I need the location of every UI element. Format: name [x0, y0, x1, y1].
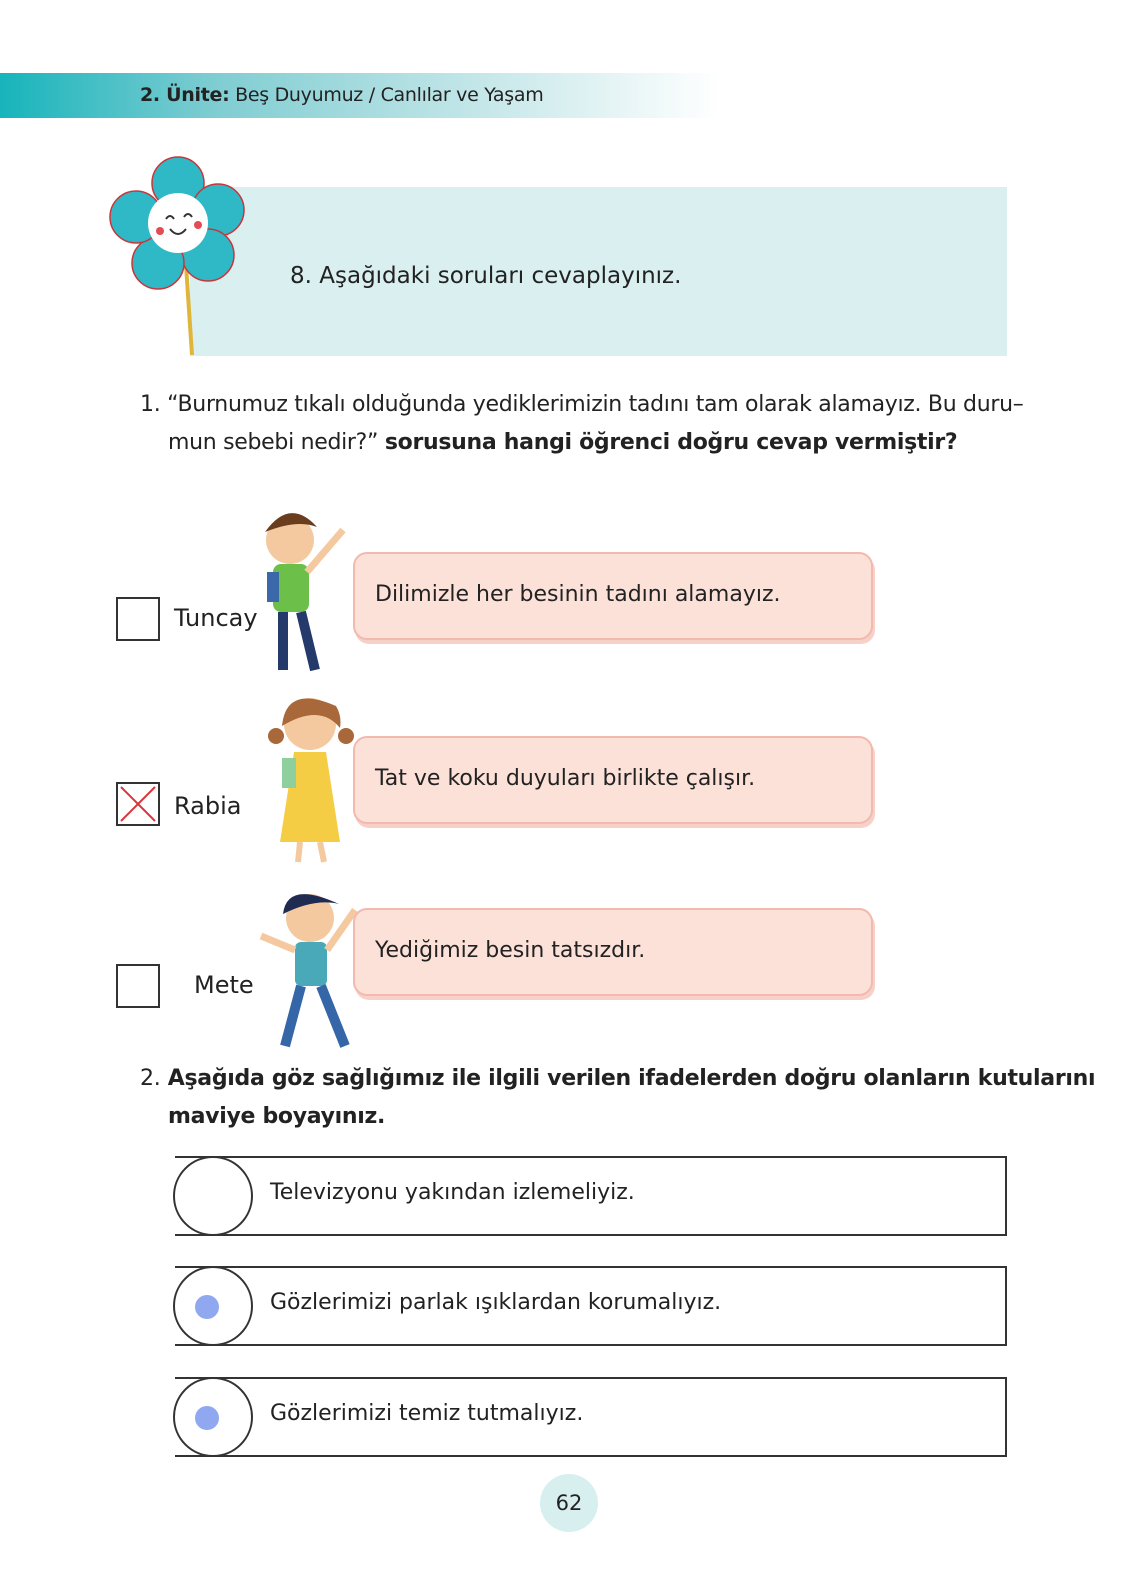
- question1-bold: sorusuna hangi öğrenci doğru cevap vermiştir?: [384, 430, 958, 455]
- blue-mark-icon: [195, 1295, 219, 1319]
- question1-plain: mun sebebi nedir?”: [168, 430, 379, 455]
- statement-box-3[interactable]: [175, 1377, 1007, 1457]
- page-number: 62: [540, 1474, 598, 1532]
- question1-number: 1.: [140, 392, 161, 417]
- speech-bubble-mete: [353, 908, 873, 996]
- statement-3: Gözlerimizi temiz tutmalıyız.: [270, 1401, 584, 1426]
- unit-header: [140, 84, 543, 106]
- answer-mete: Yediğimiz besin tatsızdır.: [375, 938, 646, 963]
- flower-icon: [108, 155, 253, 360]
- checkbox-mete[interactable]: [116, 964, 160, 1008]
- student-name-mete: Mete: [194, 971, 254, 999]
- speech-bubble-rabia: [353, 736, 873, 824]
- x-mark-icon: [118, 784, 158, 824]
- student-name-tuncay: Tuncay: [174, 604, 258, 632]
- color-circle-3[interactable]: [173, 1377, 253, 1457]
- statement-box-2[interactable]: [175, 1266, 1007, 1346]
- checkbox-tuncay[interactable]: [116, 597, 160, 641]
- statement-2: Gözlerimizi parlak ışıklardan korumalıyız.: [270, 1290, 722, 1315]
- checkbox-rabia[interactable]: [116, 782, 160, 826]
- girl-rabia-illustration: [258, 686, 358, 868]
- question1-text: [140, 392, 1023, 417]
- question2-number: 2.: [140, 1066, 161, 1091]
- boy-mete-illustration: [255, 880, 365, 1058]
- blue-mark-icon: [195, 1406, 219, 1430]
- statement-box-1[interactable]: [175, 1156, 1007, 1236]
- statement-1: Televizyonu yakından izlemeliyiz.: [270, 1180, 635, 1205]
- color-circle-2[interactable]: [173, 1266, 253, 1346]
- answer-tuncay: Dilimizle her besinin tadını alamayız.: [375, 582, 781, 607]
- unit-label: 2. Ünite:: [140, 84, 230, 106]
- boy-tuncay-illustration: [245, 502, 355, 682]
- answer-rabia: Tat ve koku duyuları birlikte çalışır.: [375, 766, 756, 791]
- question2-text: [140, 1066, 1095, 1091]
- unit-title: Beş Duyumuz / Canlılar ve Yaşam: [235, 84, 544, 106]
- activity-title: 8. Aşağıdaki soruları cevaplayınız.: [290, 263, 682, 289]
- speech-bubble-tuncay: [353, 552, 873, 640]
- question2-line2: maviye boyayınız.: [168, 1104, 386, 1129]
- question2-line1: Aşağıda göz sağlığımız ile ilgili verilen ifadelerden doğru olanların kutularını: [167, 1066, 1096, 1091]
- color-circle-1[interactable]: [173, 1156, 253, 1236]
- student-name-rabia: Rabia: [174, 792, 242, 820]
- question1-line2: [168, 430, 957, 455]
- question1-line1: “Burnumuz tıkalı olduğunda yediklerimizin tadını tam olarak alamayız. Bu duru–: [167, 392, 1024, 417]
